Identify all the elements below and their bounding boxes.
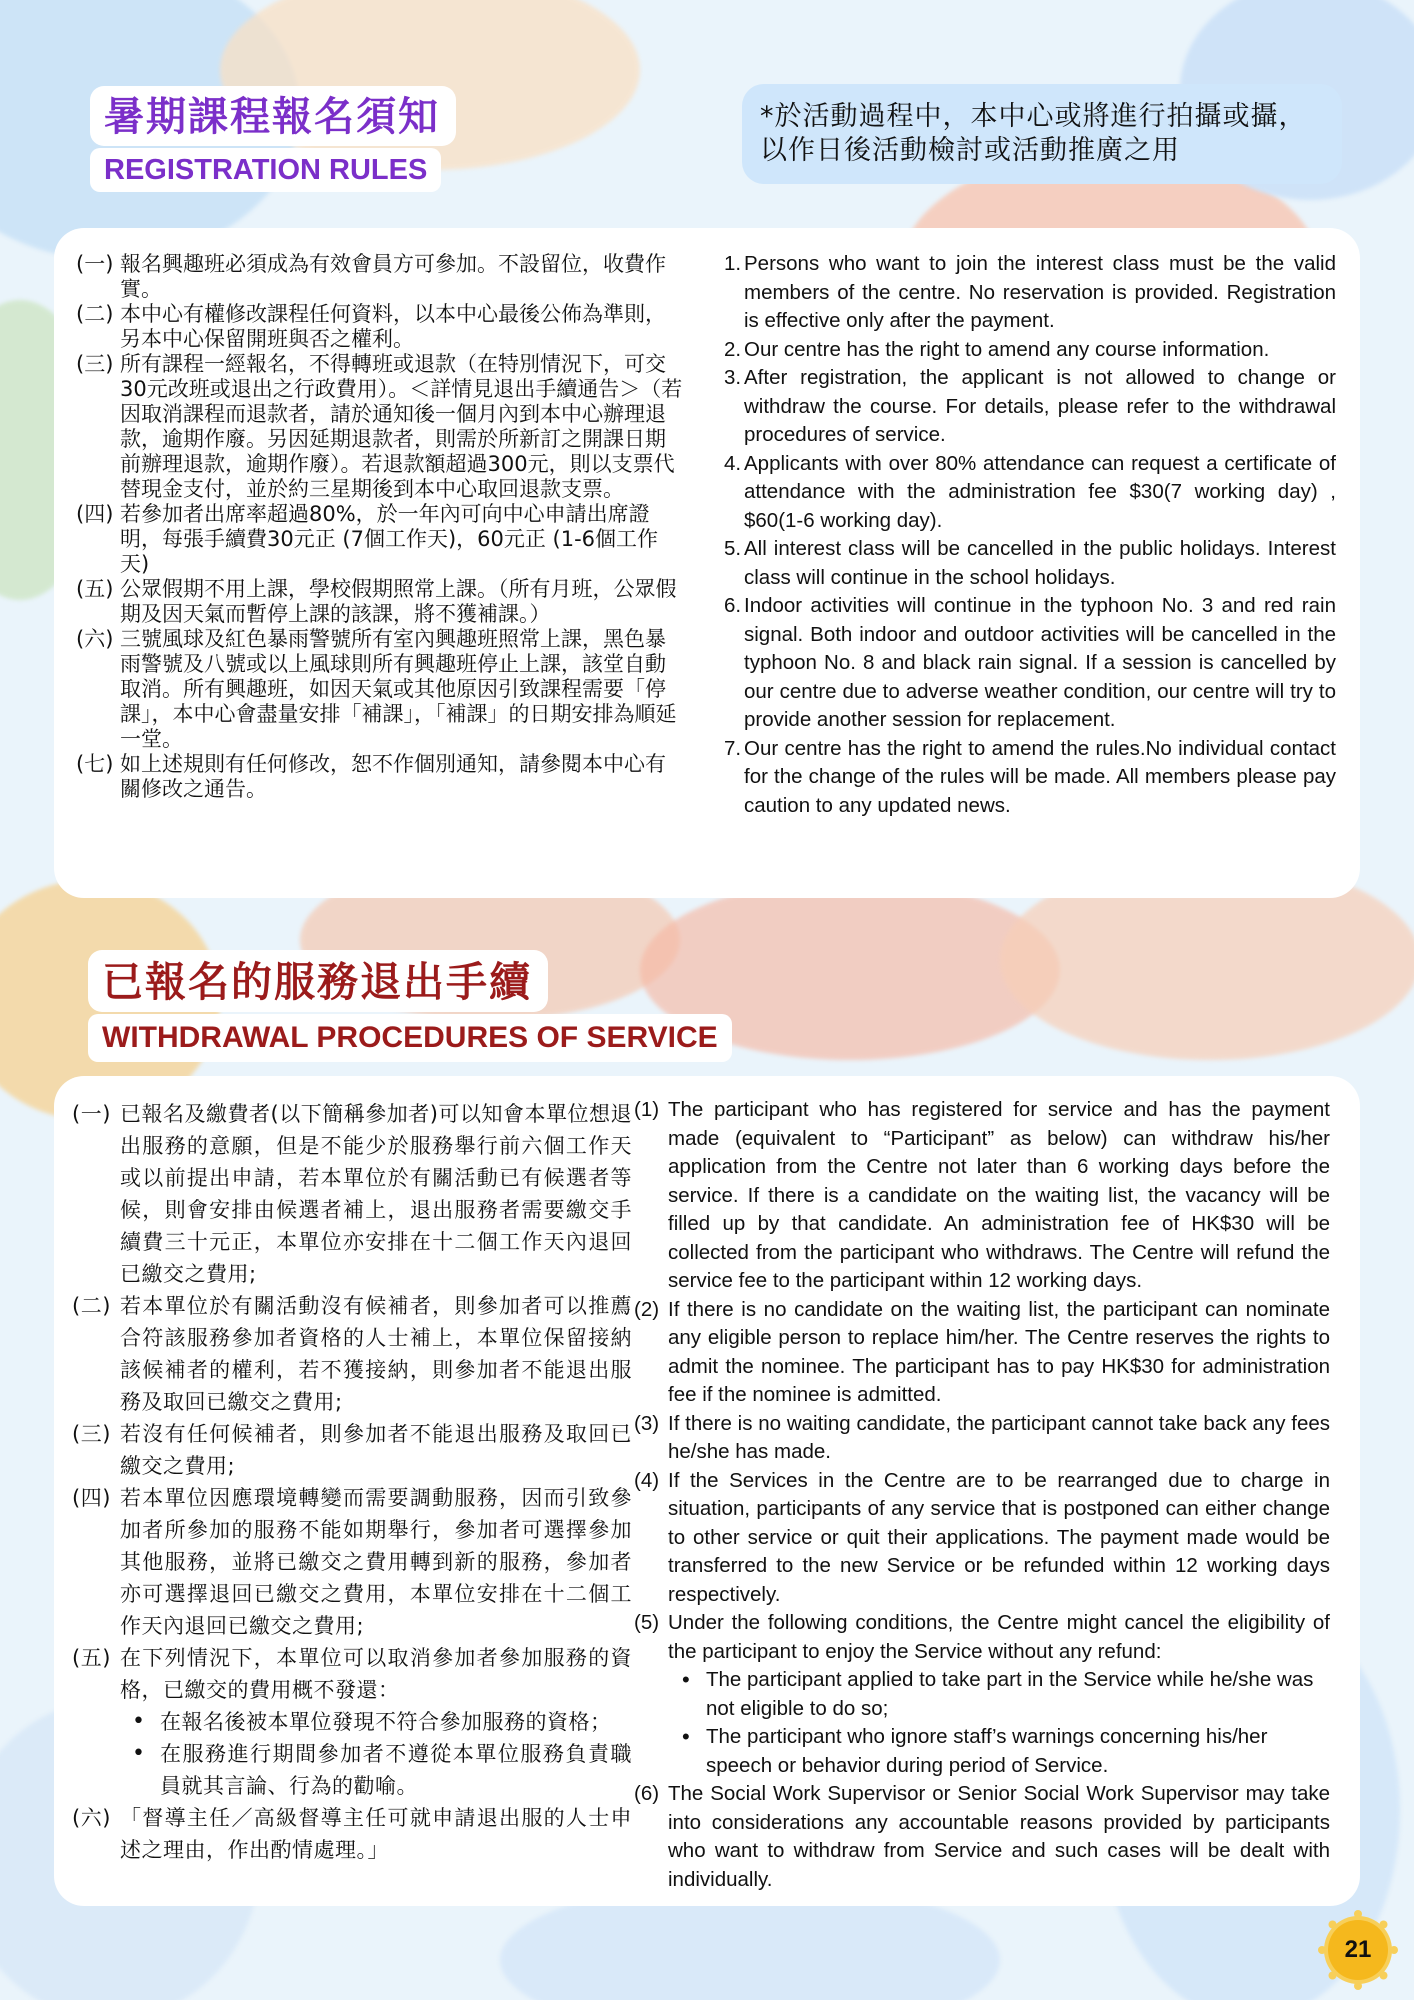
procedure-en-item [634,1410,1330,1467]
rule-en-item-marker: 6. [724,594,742,617]
procedure-zh-item-marker: (三) [72,1422,111,1446]
withdrawal-procedures-zh-list [72,1098,632,1866]
rule-en-item-text: Our centre has the right to amend any course information. [744,337,1270,361]
rule-zh-item-marker: (三) [76,352,114,376]
rule-en-item [724,735,1336,821]
rule-zh-item-text: 報名興趣班必須成為有效會員方可參加。不設留位，收費作實。 [120,252,666,301]
rule-zh-item [76,627,686,752]
rule-en-item [724,535,1336,592]
procedure-en-item [634,1467,1330,1610]
rule-zh-item-text: 公眾假期不用上課，學校假期照常上課。（所有月班，公眾假期及因天氣而暫停上課的該課，將不獲補課。） [120,577,677,626]
procedure-en-item-text: Under the following conditions, the Centre might cancel the eligibility of the participant to enjoy the Service without any refund: [668,1611,1330,1663]
rule-en-item-marker: 4. [724,451,742,475]
procedure-zh-item [72,1290,632,1418]
rule-zh-item [76,252,686,302]
rule-zh-item-text: 如上述規則有任何修改，恕不作個別通知，請參閱本中心有關修改之通告。 [120,752,666,801]
rule-zh-item [76,752,686,802]
procedure-zh-item-text: 若沒有任何候補者，則參加者不能退出服務及取回已繳交之費用; [120,1422,632,1478]
procedure-en-item [634,1096,1330,1296]
page-number-badge [1328,1920,1388,1980]
page-number: 21 [1344,1936,1372,1963]
rule-zh-item [76,577,686,627]
rule-zh-item-marker: (五) [76,577,114,601]
rule-zh-item-marker: (六) [76,627,114,651]
rule-en-item-text: Persons who want to join the interest class must be the valid members of the centre. No reservation is provided. Registration is effective only after the payment. [744,252,1336,332]
withdrawal-procedures-card [54,1076,1360,1906]
rule-en-item-text: Applicants with over 80% attendance can request a certificate of attendance with the administration fee $30(7 working day) , $60(1-6 working day). [744,451,1336,532]
procedure-en-item [634,1296,1330,1410]
procedure-zh-item [72,1098,632,1290]
rule-en-item-text: Our centre has the right to amend the rules.No individual contact for the change of the rules will be made. All members please pay caution to any updated news. [744,736,1336,817]
rule-en-item [724,364,1336,450]
rule-zh-item-text: 本中心有權修改課程任何資料，以本中心最後公佈為準則，另本中心保留開班與否之權利。 [120,302,666,351]
registration-rules-zh-list [76,252,686,802]
procedure-en-item [634,1609,1330,1780]
rule-en-item-text: All interest class will be cancelled in the public holidays. Interest class will continue in the school holidays. [744,537,1336,589]
procedure-zh-item [72,1482,632,1642]
withdrawal-procedures-en-list [634,1096,1330,1894]
rule-en-item [724,336,1336,365]
procedure-zh-item-marker: (六) [72,1806,111,1830]
registration-rules-heading [90,86,456,192]
rule-zh-item-marker: (二) [76,302,114,326]
procedure-zh-item [72,1802,632,1866]
procedure-zh-item-text: 已報名及繳費者(以下簡稱參加者)可以知會本單位想退出服務的意願，但是不能少於服務舉行前六個工作天或以前提出申請，若本單位於有關活動已有候選者等候，則會安排由候選者補上，退出服務者需要繳交手續費三十元正，本單位亦安排在十二個工作天內退回已繳交之費用; [120,1102,632,1286]
rule-zh-item-text: 三號風球及紅色暴雨警號所有室內興趣班照常上課，黑色暴雨警號及八號或以上風球則所有興趣班停止上課，該堂自動取消。所有興趣班，如因天氣或其他原因引致課程需要「停課」，本中心會盡量安排「補課」，「補課」的日期安排為順延一堂。 [120,627,677,751]
procedure-zh-item-text: 若本單位於有關活動沒有候補者，則參加者可以推薦合符該服務參加者資格的人士補上，本單位保留接納該候補者的權利，若不獲接納，則參加者不能退出服務及取回已繳交之費用; [120,1294,632,1414]
withdrawal-procedures-title-zh: 已報名的服務退出手續 [88,950,548,1012]
withdrawal-procedures-heading [88,950,732,1062]
rule-zh-item-marker: (四) [76,502,114,526]
rule-zh-item-text: 若參加者出席率超過80%，於一年內可向中心申請出席證明，每張手續費30元正 (7個工作天)，60元正 (1-6個工作天) [120,502,659,576]
rule-zh-item-marker: (七) [76,752,114,776]
procedure-en-item-text: If there is no waiting candidate, the participant cannot take back any fees he/she has made. [668,1411,1330,1463]
procedure-zh-item-text: 若本單位因應環境轉變而需要調動服務，因而引致參加者所參加的服務不能如期舉行，參加者可選擇參加其他服務，並將已繳交之費用轉到新的服務，參加者亦可選擇退回已繳交之費用，本單位安排在十二個工作天內退回已繳交之費用; [120,1486,632,1638]
rule-en-item-text: Indoor activities will continue in the typhoon No. 3 and red rain signal. Both indoor and outdoor activities will be cancelled in the typhoon No. 8 and black rain signal. If a session is cancelled by our centre due to adverse weather condition, our centre will try to provide another session for replacement. [744,594,1336,731]
rule-zh-item [76,502,686,577]
procedure-en-item-marker: (6) [634,1782,660,1805]
procedure-en-item-text: The participant who has registered for service and has the payment made (equivalent to “Participant” as below) can withdraw his/her application from the Centre not later than 6 working days before the service. If there is a candidate on the waiting list, the vacancy will be filled up by that candidate. An administration fee of HK$30 will be collected from the participant who withdraws. The Centre will refund the service fee to the participant within 12 working days. [668,1098,1330,1292]
rule-en-item-marker: 5. [724,537,742,560]
procedure-zh-item-marker: (四) [72,1486,111,1510]
registration-rules-title-zh: 暑期課程報名須知 [90,86,456,146]
rule-zh-item-text: 所有課程一經報名，不得轉班或退款（在特別情況下，可交30元改班或退出之行政費用）。＜詳情見退出手續通告＞（若因取消課程而退款者，請於通知後一個月內到本中心辦理退款，逾期作廢。另因延期退款者，則需於所新訂之開課日期前辦理退款，逾期作廢）。若退款額超過300元，則以支票代替現金支付，並於約三星期後到本中心取回退款支票。 [120,352,683,501]
registration-rules-card [54,228,1360,898]
rule-en-item-marker: 7. [724,736,742,760]
rule-en-item-marker: 3. [724,366,742,389]
procedure-en-item [634,1780,1330,1894]
photo-notice: *於活動過程中，本中心或將進行拍攝或攝，以作日後活動檢討或活動推廣之用 [742,84,1342,184]
procedure-en-item-text: If there is no candidate on the waiting list, the participant can nominate any eligible person to replace him/her. The Centre reserves the rights to admit the nominee. The participant has to pay HK$30 for administration fee if the nominee is admitted. [668,1297,1330,1406]
registration-rules-en-list [724,250,1336,820]
procedure-zh-item-text: 在下列情況下，本單位可以取消參加者參加服務的資格，已繳交的費用概不發還： [120,1646,632,1702]
procedure-zh-item [72,1642,632,1802]
procedure-zh-bullet-item: • 在服務進行期間參加者不遵從本單位服務負責職員就其言論、行為的勸喻。 [120,1738,632,1802]
procedure-en-item-marker: (1) [634,1098,660,1121]
procedure-en-item-marker: (4) [634,1468,660,1492]
procedure-en-bullet-list [668,1666,1330,1780]
procedure-zh-item [72,1418,632,1482]
rule-en-item [724,450,1336,536]
withdrawal-procedures-title-en: WITHDRAWAL PROCEDURES OF SERVICE [88,1014,732,1062]
procedure-zh-item-marker: (五) [72,1646,111,1670]
rule-zh-item [76,302,686,352]
procedure-zh-item-text: 「督導主任／高級督導主任可就申請退出服的人士申述之理由，作出酌情處理。」 [120,1806,632,1862]
rule-en-item-text: After registration, the applicant is not allowed to change or withdraw the course. For details, please refer to the withdrawal procedures of service. [744,366,1336,446]
procedure-en-item-marker: (2) [634,1297,660,1321]
procedure-zh-item-marker: (一) [72,1102,111,1126]
rule-en-item [724,250,1336,336]
procedure-zh-bullet-item: • 在報名後被本單位發現不符合參加服務的資格； [120,1706,632,1738]
procedure-en-bullet-item: • The participant who ignore staff’s warnings concerning his/her speech or behavior during period of Service. [668,1723,1330,1780]
procedure-zh-item-marker: (二) [72,1294,111,1318]
procedure-en-bullet-item: • The participant applied to take part in the Service while he/she was not eligible to do so; [668,1666,1330,1723]
procedure-en-item-marker: (3) [634,1411,660,1435]
procedure-zh-bullet-list [120,1706,632,1802]
rule-en-item-marker: 1. [724,252,742,275]
procedure-en-item-text: If the Services in the Centre are to be rearranged due to charge in situation, participants of any service that is postponed can either change to other service or quit their applications. The payment made would be transferred to the new Service or be refunded within 12 working days respectively. [668,1468,1330,1606]
registration-rules-title-en: REGISTRATION RULES [90,148,441,192]
procedure-en-item-marker: (5) [634,1611,660,1634]
rule-en-item-marker: 2. [724,337,742,361]
rule-zh-item [76,352,686,502]
procedure-en-item-text: The Social Work Supervisor or Senior Social Work Supervisor may take into considerations any accountable reasons provided by participants who want to withdraw from Service and such cases will be dealt with individually. [668,1782,1330,1891]
rule-zh-item-marker: (一) [76,252,114,276]
rule-en-item [724,592,1336,735]
